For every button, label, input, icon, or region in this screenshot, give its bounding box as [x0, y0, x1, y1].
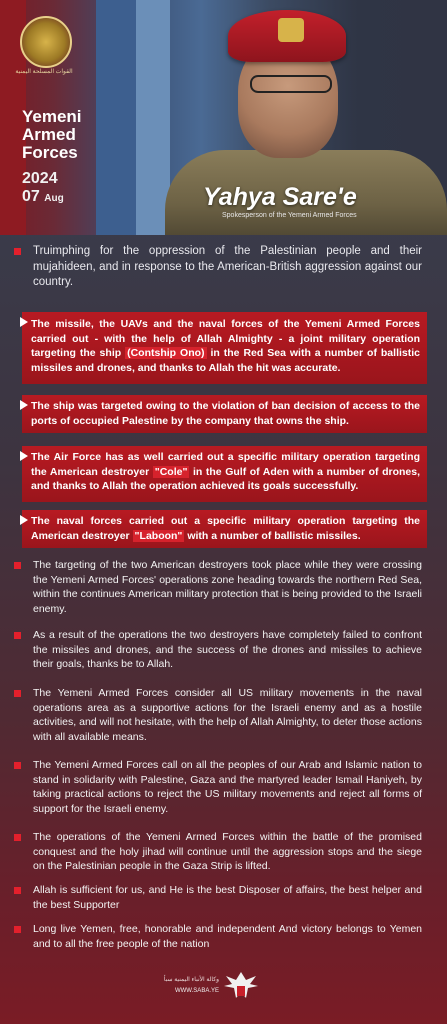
spokesperson-role: Spokesperson of the Yemeni Armed Forces	[222, 212, 357, 219]
statement-text: Allah is sufficient for us, and He is the best Disposer of affairs, the best helper and the best Supporter	[33, 884, 422, 911]
statement-item	[0, 244, 447, 298]
bullet-icon	[14, 762, 21, 769]
arrow-icon	[20, 317, 28, 327]
statement-text: Long live Yemen, free, honorable and independent And victory belongs to Yemen and to all the free people of the nation	[33, 923, 422, 950]
portrait-glasses	[250, 75, 332, 93]
bullet-icon	[14, 562, 21, 569]
highlight-item	[0, 510, 447, 548]
org-title	[22, 108, 82, 162]
arrow-icon	[20, 515, 28, 525]
highlight-item	[0, 312, 447, 384]
bullet-icon	[14, 248, 21, 255]
statement-item	[0, 686, 447, 750]
bullet-icon	[14, 926, 21, 933]
bullet-icon	[14, 834, 21, 841]
statement-text: The ship was targeted owing to the violation of ban decision of access to the ports of occupied Palestine by the company that owns the ship.	[31, 400, 420, 427]
highlight-item	[0, 446, 447, 502]
date-year: 2024	[22, 170, 58, 187]
statement-item	[0, 558, 447, 622]
statement-item	[0, 628, 447, 676]
statement-item	[0, 922, 447, 954]
statement-text: Truimphing for the oppression of the Palestinian people and their mujahideen, and in response to the American-British aggression against our country.	[33, 245, 422, 289]
org-title-line: Yemeni	[22, 107, 82, 126]
bullet-icon	[14, 690, 21, 697]
destroyer-name: "Cole"	[154, 465, 188, 478]
ship-name: (Contship Ono)	[127, 347, 205, 360]
date	[22, 170, 64, 206]
statement-text: The naval forces carried out a specific military operation targeting the American destroyer "Laboon" with a number of ballistic missiles.	[31, 515, 420, 542]
statement-text: The missile, the UAVs and the naval forces of the Yemeni Armed Forces carried out - with the help of Allah Almighty - a joint military operation targeting the ship (Contship Ono) in the Red Sea with a number of ballistic missiles and drones, and thanks to Allah the hit was accurate.	[31, 318, 420, 374]
statement-text: The targeting of the two American destroyers took place while they were crossing the Yemeni Armed Forces' operations zone heading towards the northern Red Sea, within the continues American military protection that is being provided to the Israeli enemy.	[33, 559, 422, 615]
agency-url: WWW.SABA.YE	[174, 988, 219, 994]
arrow-icon	[20, 400, 28, 410]
statement-text: The operations of the Yemeni Armed Forces within the battle of the promised conquest and the holy jihad will continue until the aggression stops and the siege on the Palestinian people in the Gaza Strip is lifted.	[33, 831, 422, 873]
beret-badge-icon	[278, 18, 304, 42]
armed-forces-emblem-icon	[20, 16, 72, 68]
date-day: 07	[22, 188, 40, 205]
statement-item	[0, 883, 447, 915]
saba-eagle-logo-icon	[222, 968, 260, 1002]
highlight-box	[22, 395, 427, 433]
highlight-box	[22, 312, 427, 384]
highlight-box	[22, 446, 427, 502]
bullet-icon	[14, 632, 21, 639]
statement-text: As a result of the operations the two destroyers have completely failed to confront the missiles and drones, and the success of the drones and missiles to achieve their goals, thanks be to Allah.	[33, 629, 422, 671]
statement-text: The Yemeni Armed Forces call on all the peoples of our Arab and Islamic nation to stand in solidarity with Palestine, Gaza and the martyred leader Ismail Haniyeh, by taking practical actions to reject the US military movements and reject all forms of support for the Israeli enemy.	[33, 759, 422, 815]
date-month: Aug	[44, 193, 64, 204]
statement-text: The Air Force has as well carried out a specific military operation targeting the American destroyer "Cole" in the Gulf of Aden with a number of drones, and thanks to Allah the operation achieved its goals successfully.	[31, 451, 420, 493]
statement-item	[0, 830, 447, 878]
destroyer-name: "Laboon"	[134, 529, 183, 542]
statement-item	[0, 758, 447, 822]
statement-text: The Yemeni Armed Forces consider all US military movements in the naval operations area as a supportive actions for the Israeli enemy and as a hostile activities, and will not hesitate, with the help of Allah Almighty, to deter those actions with all available means.	[33, 687, 422, 743]
flag-stripe	[96, 0, 136, 235]
highlight-item	[0, 395, 447, 433]
spokesperson-name: Yahya Sare'e	[203, 183, 357, 211]
org-title-line: Armed	[22, 125, 76, 144]
bullet-icon	[14, 887, 21, 894]
highlight-box	[22, 510, 427, 548]
agency-name: وكالة الأنباء اليمنية سبأ	[163, 977, 219, 983]
org-title-line: Forces	[22, 143, 78, 162]
header-banner	[0, 0, 447, 235]
arrow-icon	[20, 451, 28, 461]
emblem-caption: القوات المسلحة اليمنية	[15, 69, 73, 75]
